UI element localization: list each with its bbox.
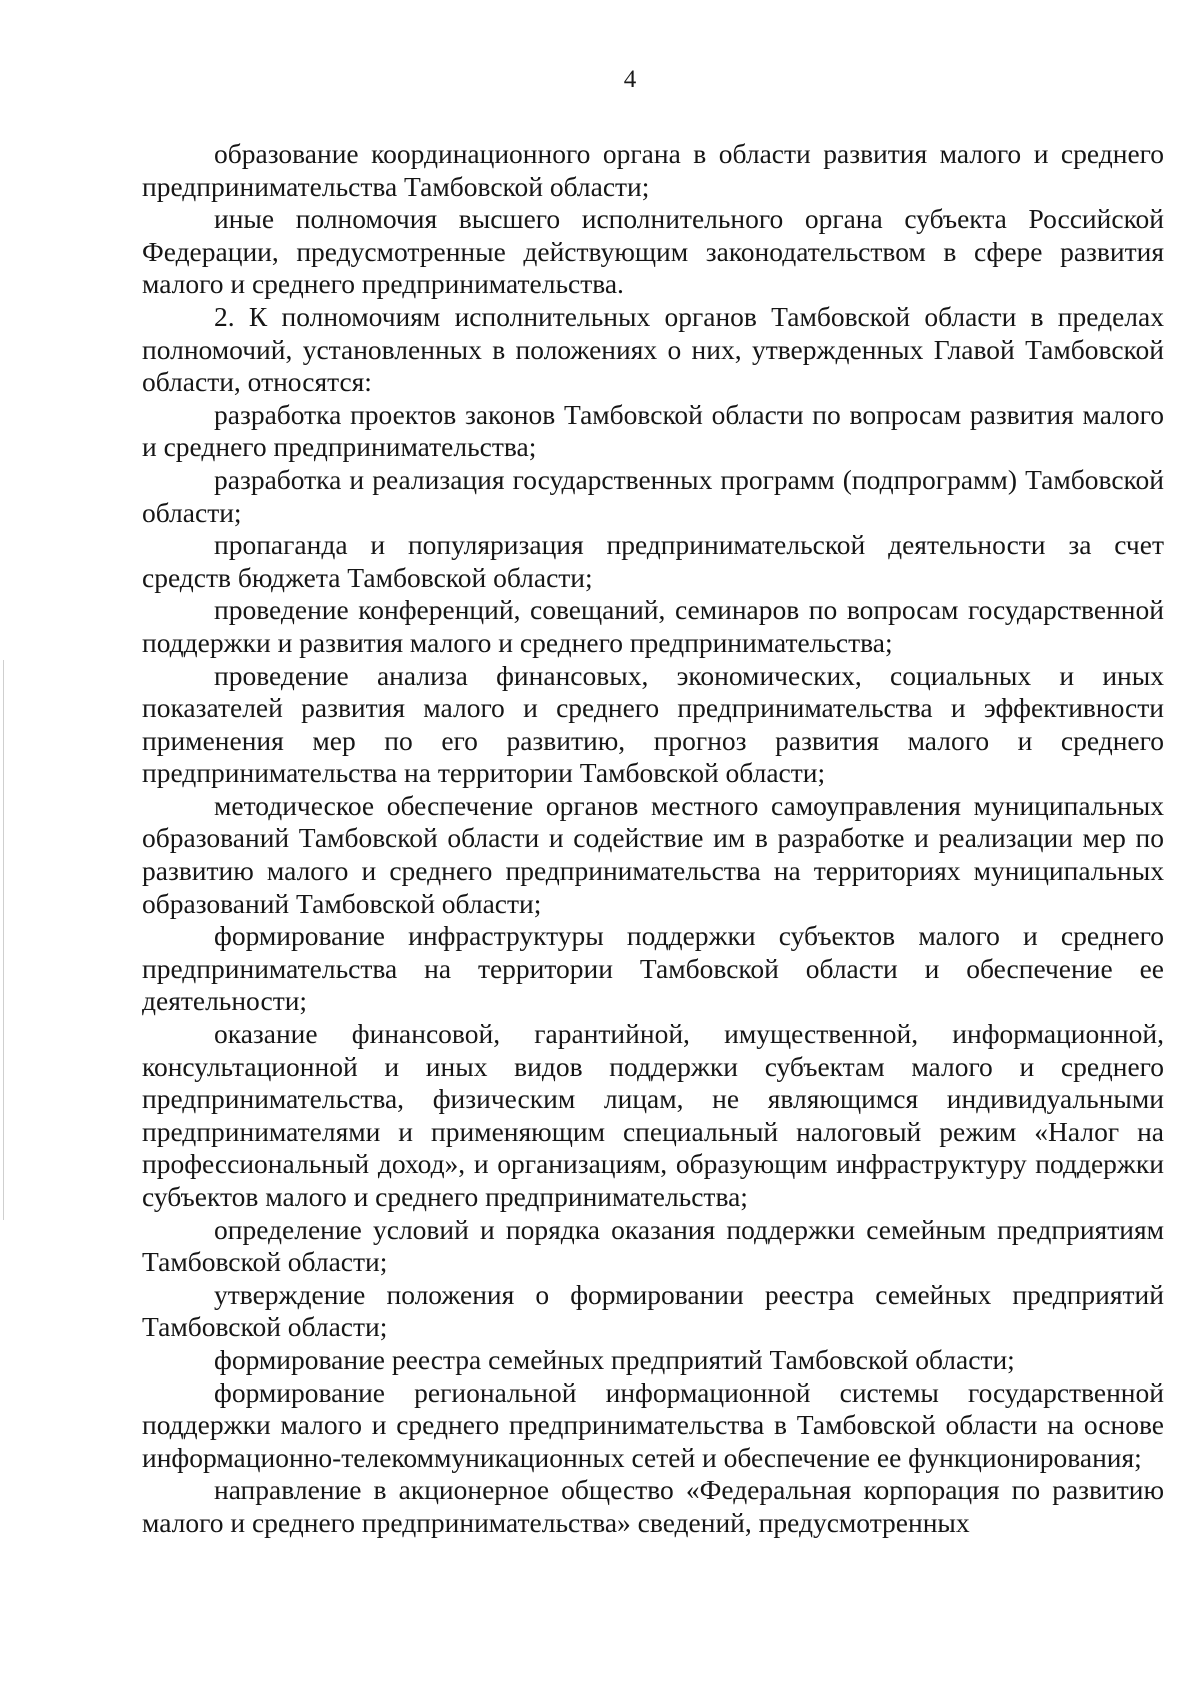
paragraph: формирование инфраструктуры поддержки субъектов малого и среднего предпринимательства на территории Тамбовской области и обеспечение ее деятельности;: [142, 920, 1164, 1017]
paragraph: определение условий и порядка оказания поддержки семейным предприятиям Тамбовской области;: [142, 1213, 1164, 1278]
paragraph: проведение конференций, совещаний, семинаров по вопросам государственной поддержки и развития малого и среднего предпринимательства;: [142, 594, 1164, 658]
paragraph: иные полномочия высшего исполнительного органа субъекта Российской Федерации, предусмотренные действующим законодательством в сфере развития малого и среднего предпринимательства.: [142, 203, 1164, 300]
paragraph: утверждение положения о формировании реестра семейных предприятий Тамбовской области;: [142, 1278, 1164, 1343]
paragraph: разработка проектов законов Тамбовской области по вопросам развития малого и среднего предпринимательства;: [142, 398, 1164, 463]
page-number: 4: [623, 66, 637, 93]
paragraph: образование координационного органа в области развития малого и среднего предпринимательства Тамбовской области;: [142, 138, 1164, 202]
paragraph: разработка и реализация государственных программ (подпрограмм) Тамбовской области;: [142, 463, 1164, 528]
paragraph: пропаганда и популяризация предпринимательской деятельности за счет средств бюджета Тамбовской области;: [142, 529, 1164, 593]
paragraph: оказание финансовой, гарантийной, имущественной, информационной, консультационной и иных видов поддержки субъектам малого и среднего предпринимательства, физическим лицам, не являющимся индивидуальными предпринимателями и применяющим специальный налоговый режим «Налог на профессиональный доход», и организациям, образующим инфраструктуру поддержки субъектов малого и среднего предпринимательства;: [142, 1018, 1164, 1212]
scan-margin-line: [3, 660, 4, 1220]
paragraph: формирование реестра семейных предприятий Тамбовской области;: [214, 1343, 1015, 1375]
paragraph: формирование региональной информационной системы государственной поддержки малого и среднего предпринимательства в Тамбовской области на основе информационно-телекоммуникационных сетей и обеспечение ее функционирования;: [142, 1376, 1164, 1473]
document-body: [142, 138, 1164, 1540]
paragraph: направление в акционерное общество «Федеральная корпорация по развитию малого и среднего предпринимательства» сведений, предусмотренных: [142, 1474, 1164, 1538]
paragraph: методическое обеспечение органов местного самоуправления муниципальных образований Тамбовской области и содействие им в разработке и реализации мер по развитию малого и среднего предпринимательства на территориях муниципальных образований Тамбовской области;: [142, 789, 1164, 919]
paragraph: проведение анализа финансовых, экономических, социальных и иных показателей развития малого и среднего предпринимательства и эффективности применения мер по его развитию, прогноз развития малого и среднего предпринимательства на территории Тамбовской области;: [142, 659, 1164, 789]
paragraph: 2. К полномочиям исполнительных органов Тамбовской области в пределах полномочий, установленных в положениях о них, утвержденных Главой Тамбовской области, относятся:: [142, 300, 1164, 398]
